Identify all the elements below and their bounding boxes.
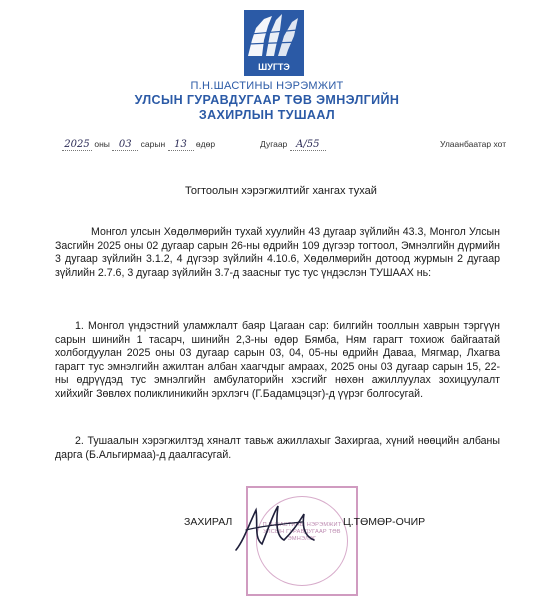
date-month-suffix: сарын bbox=[140, 139, 166, 149]
header-line-1: П.Н.ШАСТИНЫ НЭРЭМЖИТ bbox=[190, 80, 344, 92]
header-line-2: УЛСЫН ГУРАВДУГААР ТӨВ ЭМНЭЛГИЙН bbox=[134, 93, 400, 107]
date-day: 13 bbox=[168, 139, 194, 151]
paragraph-preamble: Монгол улсын Хөдөлмөрийн тухай хуулийн 43 дугаар зүйлийн 43.3, Монгол Улсын Засгийн 2025 оны 02 дугаар сарын 26-ны өдрийн 109 дүгээр тогтоол, Эмнэлгийн дүрмийн 3 дугаар зүйлийн 3.1.2, 4 дүгээр зүйлийн 4.10.6, Хөдөлмөрийн дотоод журмын 2 дугаар зүйлийн 2.7.6, 3 дугаар зүйлийн 3.7-д заасныг тус тус үндэслэн ТУШААХ нь: bbox=[55, 226, 500, 279]
date-day-suffix: өдөр bbox=[195, 139, 216, 149]
header-line-3: ЗАХИРЛЫН ТУШААЛ bbox=[198, 108, 336, 122]
document-number bbox=[260, 139, 326, 151]
logo-text: ШУГТЭ bbox=[258, 62, 290, 72]
paragraph-item-2: 2. Тушаалын хэрэгжилтэд хяналт тавьж ажиллахыг Захиргаа, хүний нөөцийн албаны дарга (Б.Альгирмаа)-д даалгасугай. bbox=[55, 435, 500, 461]
paragraph-item-1: 1. Монгол үндэстний уламжлалт баяр Цагаан сар: билгийн тооллын хаврын тэргүүн сарын шинийн 1 тасарч, шинийн 2,3-ны өдөр Бямба, Ням гарагт тохиож байгаатай холбогдуулан 2025 оны 03 дугаар сарын 03, 04, 05-ны өдрийн Даваа, Мягмар, Лхагва гарагт тус эмнэлгийн ажилтан албан хаагчдыг амраах, 2025 оны 03 дугаар сарын 15, 22-ны өдрүүдэд тус эмнэлгийн амбулаторийн хэсгийг нөхөн ажиллуулах зохицуулалт хийхийг Зөвлөх поликлиникийн эрхлэгч (Г.Бадамцэцэг)-д үүрэг болгосугай. bbox=[55, 320, 500, 400]
handwritten-signature bbox=[232, 500, 322, 558]
number-label: Дугаар bbox=[260, 139, 288, 149]
date-year-suffix: оны bbox=[94, 139, 110, 149]
date-year: 2025 bbox=[62, 139, 92, 151]
hospital-logo bbox=[242, 10, 306, 76]
number-value: А/55 bbox=[290, 139, 326, 151]
signatory-title: ЗАХИРАЛ bbox=[184, 516, 233, 528]
document-city: Улаанбаатар хот bbox=[440, 139, 507, 149]
signatory-name: Ц.ТӨМӨР-ОЧИР bbox=[343, 516, 426, 528]
date-month: 03 bbox=[112, 139, 138, 151]
document-date bbox=[62, 139, 215, 151]
stamp-text: П.Н.ШАСТИНЫ НЭРЭМЖИТ УЛСЫН ГУРАВДУГААР ТӨВ ЭМНЭЛЭГ bbox=[262, 522, 342, 542]
document-subject: Тогтоолын хэрэгжилтийг хангах тухай bbox=[185, 185, 377, 197]
